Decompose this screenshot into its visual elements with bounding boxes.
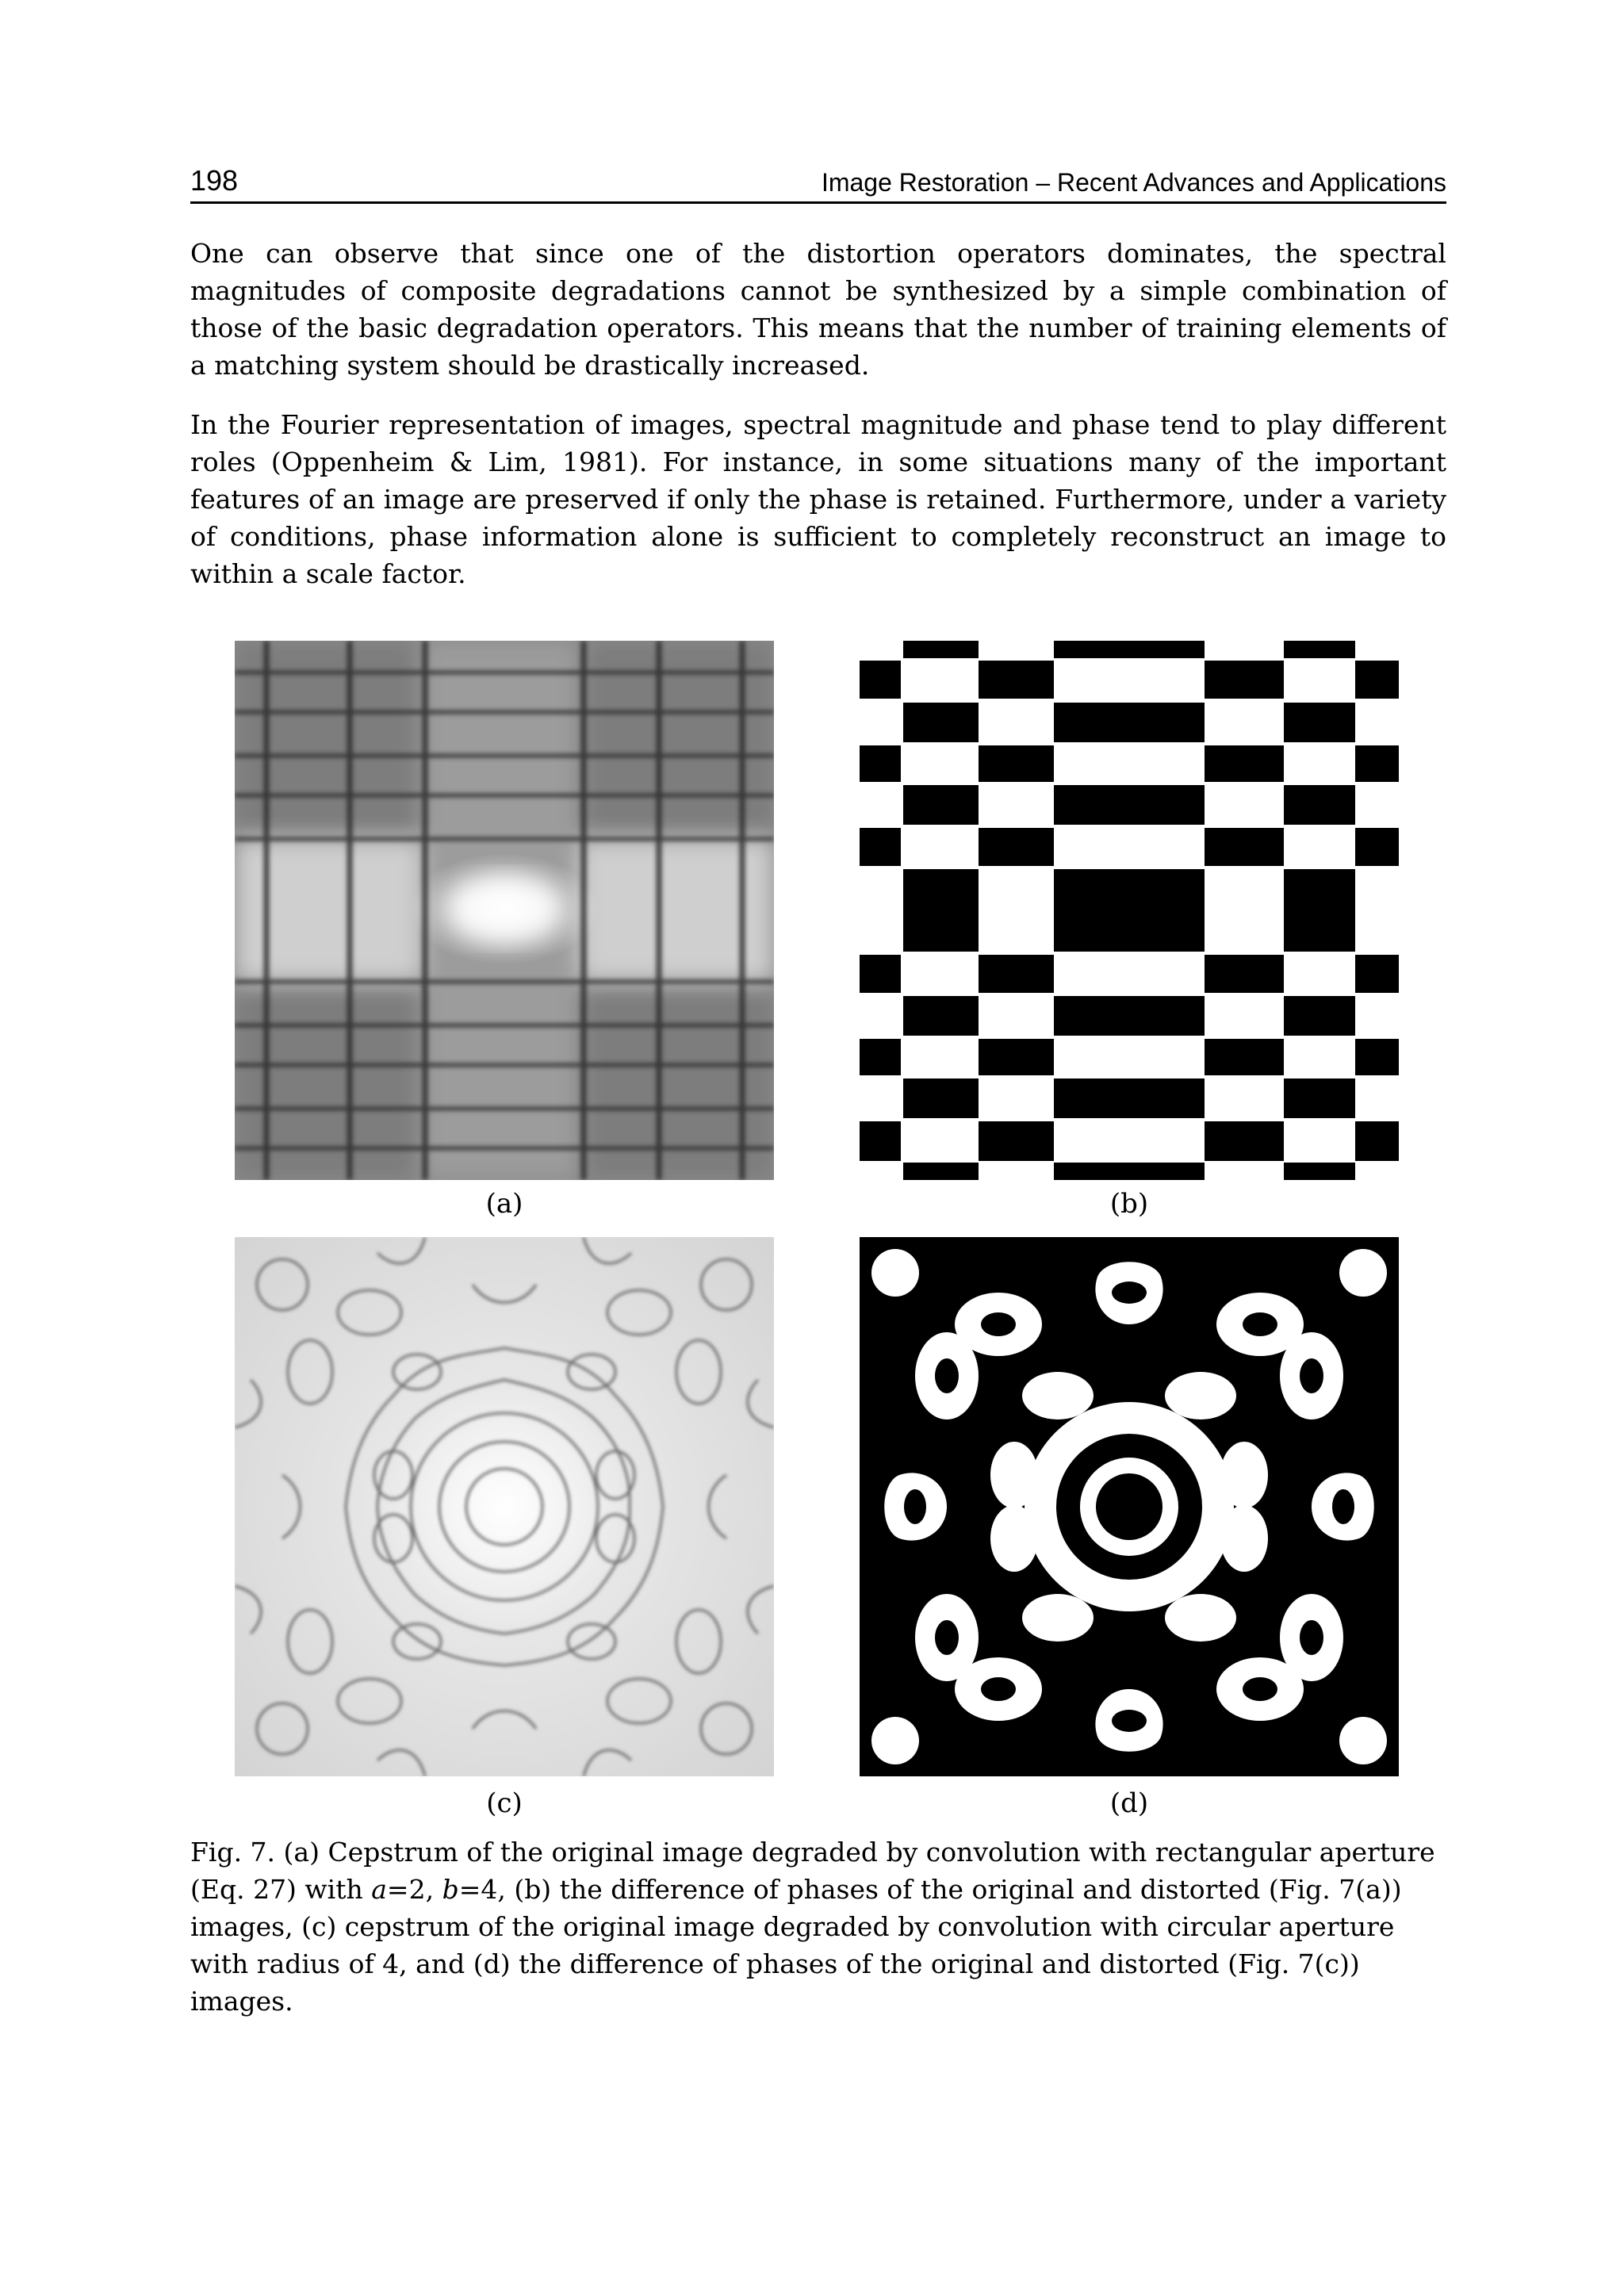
figure-b-phase-difference-rectangular [860,641,1399,1180]
caption-text-2: =2, [386,1874,442,1905]
figure-d-label: (d) [1109,1787,1149,1819]
figure-c-image [235,1237,774,1776]
paragraph-1: One can observe that since one of the distortion operators dominates, the spectral magnitudes of composite degradations cannot be synthesized by a simple combination of those of the basic degradation operators. This means that the number of training elements of a matching system should be drastically increased. [190,238,1446,381]
figure-c-label: (c) [486,1787,523,1819]
figure-a-image [235,641,774,1180]
figure-b-image [860,641,1399,1180]
figure-a-label: (a) [485,1188,523,1220]
figure-a-cepstrum-rectangular [235,641,774,1180]
figure-d-image [860,1237,1399,1776]
running-title: Image Restoration – Recent Advances and Applications [821,168,1446,197]
caption-text-1: Fig. 7. (a) Cepstrum of the original image degraded by convolution with rectangular aperture (Eq. 27) with [190,1837,1435,1905]
page-header [190,163,1446,204]
caption-text-3: =4, (b) the difference of phases of the original and distorted (Fig. 7(a)) images, (c) cepstrum of the original image degraded by convolution with circular aperture with radius of 4, and (d) the difference of phases of the original and distorted (Fig. 7(c)) images. [190,1874,1402,2017]
caption-variable-b: b [442,1874,459,1905]
page-number: 198 [190,164,239,197]
figure-b-label: (b) [1109,1188,1149,1220]
figure-c-cepstrum-circular [235,1237,774,1776]
figure-caption [190,1833,1446,2020]
caption-variable-a: a [371,1874,387,1905]
paragraph-2: In the Fourier representation of images, spectral magnitude and phase tend to play different roles (Oppenheim & Lim, 1981). For instance, in some situations many of the important features of an image are preserved if only the phase is retained. Furthermore, under a variety of conditions, phase information alone is sufficient to completely reconstruct an image to within a scale factor. [190,409,1446,589]
figure-d-phase-difference-circular [860,1237,1399,1776]
